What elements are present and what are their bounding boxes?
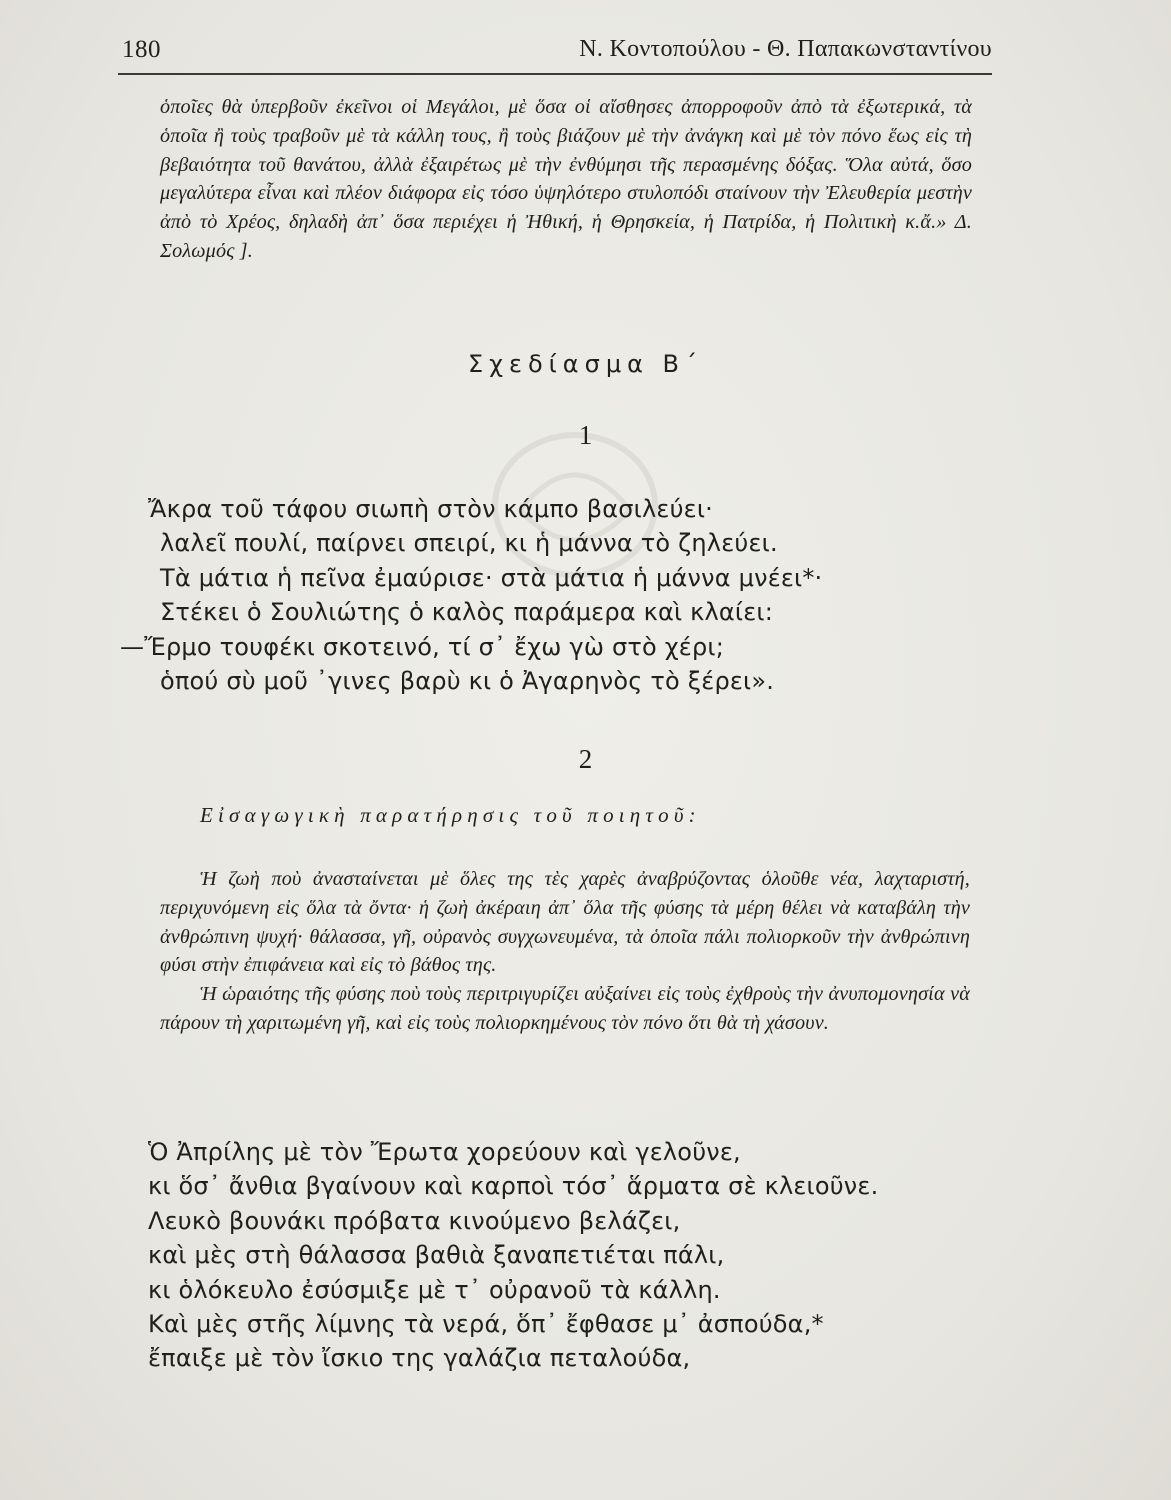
intro-paragraph: Ἡ ζωὴ ποὺ ἀνασταίνεται μὲ ὅλες της τὲς χαρὲς ἀναβρύζοντας ὁλοῦθε νέα, λαχταριστή, περιχυνόμενη εἰς ὅλα τὰ ὄντα· ἡ ζωὴ ἀκέραιη ἀπ᾿ ὅλα τῆς φύσης τὰ μέρη θέλει νὰ καταβάλη τὴν ἀνθρώπινη ψυχή· θάλασσα, γῆ, οὐρανὸς συγχωνευμένα, τὰ ὁποῖα πάλι πολιορκοῦν τὴν ἀνθρώπινη φύσι στὴν ἐπιφάνεια καὶ εἰς τὸ βάθος της. bbox=[160, 868, 970, 977]
page-header bbox=[122, 36, 992, 70]
verse-line: κι ὅσ᾿ ἄνθια βγαίνουν καὶ καρποὶ τόσ᾿ ἅρματα σὲ κλειοῦνε. bbox=[148, 1172, 879, 1201]
prose-paragraph: ὁποῖες θὰ ὑπερβοῦν ἐκεῖνοι οἱ Μεγάλοι, μὲ ὅσα οἱ αἴσθησες ἀπορροφοῦν ἀπὸ τὰ ἐξωτερικά, τὰ ὁποῖα ἢ τοὺς τραβοῦν μὲ τὰ κάλλη τους, ἢ τοὺς βιάζουν μὲ τὴν ἀνάγκη καὶ μὲ τὸν πόνο ἕως εἰς τὴ βεβαιότητα τοῦ θανάτου, ἀλλὰ ἐξαιρέτως μὲ τὴν ἐνθύμησι τῆς περασμένης δόξας. Ὅλα αὐτά, ὅσο μεγαλύτερα εἶναι καὶ πλέον διάφορα εἰς τόσο ὑψηλότερο στυλοπόδι σταίνουν τὴν Ἐλευθερία μεστὴν ἀπὸ τὸ Χρέος, δηλαδὴ ἀπ᾿ ὅσα περιέχει ἡ Ἠθική, ἡ Θρησκεία, ἡ Πατρίδα, ἡ Πολιτικὴ κ.ἄ.» Δ. Σολωμός ]. bbox=[160, 96, 972, 262]
intro-paragraph: Ἡ ὡραιότης τῆς φύσης ποὺ τοὺς περιτριγυρίζει αὐξαίνει εἰς τοὺς ἐχθροὺς τὴν ἀνυπομονησία νὰ πάρουν τὴ χαριτωμένη γῆ, καὶ εἰς τοὺς πολιορκημένους τὸν πόνο ὅτι θὰ τὴ χάσουν. bbox=[160, 983, 970, 1034]
verse-line: Καὶ μὲς στῆς λίμνης τὰ νερά, ὅπ᾿ ἔφθασε μ᾿ ἀσπούδα,* bbox=[148, 1310, 824, 1339]
verse-line: Τὰ μάτια ἡ πεῖνα ἐμαύρισε· στὰ μάτια ἡ μάννα μνέει*· bbox=[160, 563, 823, 592]
verse-line: Ὁ Ἀπρίλης μὲ τὸν Ἔρωτα χορεύουν καὶ γελοῦνε, bbox=[148, 1138, 741, 1166]
verse-line: ἔπαιξε μὲ τὸν ἴσκιο της γαλάζια πεταλούδα, bbox=[148, 1344, 691, 1373]
intro-heading: Εἰσαγωγικὴ παρατήρησις τοῦ ποιητοῦ: bbox=[200, 803, 701, 827]
verse-line: Λευκὸ βουνάκι πρόβατα κινούμενο βελάζει, bbox=[148, 1206, 681, 1235]
verse-line: λαλεῖ πουλί, παίρνει σπειρί, κι ἡ μάννα τὸ ζηλεύει. bbox=[160, 529, 778, 558]
prose-paragraph-top bbox=[160, 93, 972, 266]
verse-line: ὁπού σὺ μοῦ ᾿γινες βαρὺ κι ὁ Ἀγαρηνὸς τὸ ξέρει». bbox=[160, 667, 775, 696]
intro-notes bbox=[160, 865, 970, 1038]
verse-line: καὶ μὲς στὴ θάλασσα βαθιὰ ξαναπετιέται πάλι, bbox=[148, 1241, 725, 1270]
part-number-1: 1 bbox=[578, 420, 593, 450]
verse-line: Ἄκρα τοῦ τάφου σιωπὴ στὸν κάμπο βασιλεύει· bbox=[148, 495, 713, 523]
verse-block-1 bbox=[120, 492, 823, 698]
part-number-2: 2 bbox=[578, 744, 593, 774]
running-head: Ν. Κοντοπούλου - Θ. Παπακωνσταντίνου bbox=[579, 36, 992, 62]
verse-line: —Ἔρμο τουφέκι σκοτεινό, τί σ᾿ ἔχω γὼ στὸ χέρι; bbox=[120, 632, 725, 661]
page-number: 180 bbox=[122, 36, 161, 63]
verse-line: κι ὁλόκευλο ἐσύσμιξε μὲ τ᾿ οὐρανοῦ τὰ κάλλη. bbox=[148, 1275, 721, 1304]
verse-block-2 bbox=[148, 1135, 878, 1376]
header-rule bbox=[118, 73, 992, 75]
verse-line: Στέκει ὁ Σουλιώτης ὁ καλὸς παράμερα καὶ κλαίει: bbox=[160, 598, 774, 627]
section-title: Σχεδίασμα Β΄ bbox=[467, 350, 704, 378]
